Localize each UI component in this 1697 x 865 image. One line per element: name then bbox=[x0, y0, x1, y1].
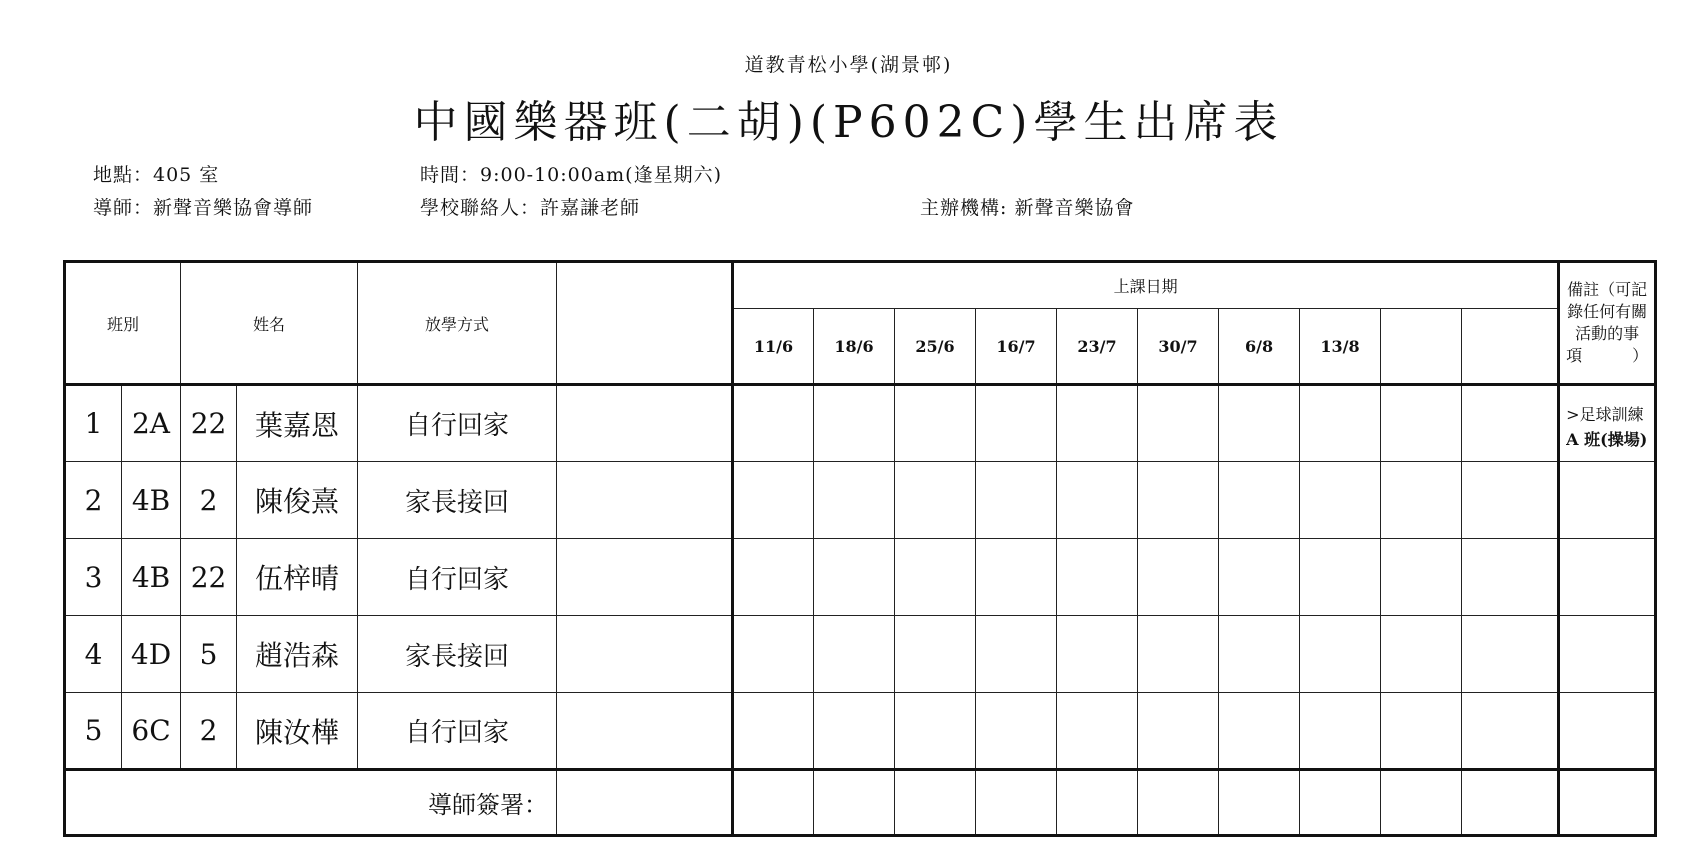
remarks-cell[interactable] bbox=[1559, 539, 1656, 616]
signature-date-cell[interactable] bbox=[733, 770, 814, 836]
class-number-cell: 5 bbox=[181, 616, 237, 693]
location-info: 地點：405 室 bbox=[93, 164, 220, 186]
attendance-cell[interactable] bbox=[1462, 693, 1559, 770]
attendance-cell[interactable] bbox=[1138, 385, 1219, 462]
signature-date-cell[interactable] bbox=[1381, 770, 1462, 836]
date-header bbox=[1462, 309, 1559, 385]
date-header: 25/6 bbox=[895, 309, 976, 385]
student-name-cell: 趙浩森 bbox=[237, 616, 358, 693]
attendance-cell[interactable] bbox=[733, 539, 814, 616]
attendance-cell[interactable] bbox=[1300, 385, 1381, 462]
remarks-line: A 班(操場) bbox=[1566, 430, 1648, 449]
attendance-table bbox=[63, 260, 1657, 837]
blank-cell bbox=[557, 616, 733, 693]
remarks-cell[interactable] bbox=[1559, 462, 1656, 539]
row-number: 4 bbox=[65, 616, 122, 693]
dismissal-cell: 家長接回 bbox=[358, 616, 557, 693]
signature-label: 導師簽署： bbox=[65, 770, 557, 836]
student-name-cell: 陳俊熹 bbox=[237, 462, 358, 539]
blank-cell bbox=[557, 539, 733, 616]
remarks-line: >足球訓練 bbox=[1566, 405, 1644, 424]
attendance-cell[interactable] bbox=[1462, 462, 1559, 539]
dismissal-cell: 自行回家 bbox=[358, 693, 557, 770]
attendance-cell[interactable] bbox=[1219, 462, 1300, 539]
attendance-cell[interactable] bbox=[895, 616, 976, 693]
date-header: 6/8 bbox=[1219, 309, 1300, 385]
attendance-cell[interactable] bbox=[976, 616, 1057, 693]
remarks-cell[interactable] bbox=[1559, 385, 1656, 462]
attendance-cell[interactable] bbox=[1381, 385, 1462, 462]
attendance-cell[interactable] bbox=[1219, 385, 1300, 462]
class-number-cell: 2 bbox=[181, 693, 237, 770]
date-header bbox=[1381, 309, 1462, 385]
attendance-cell[interactable] bbox=[814, 539, 895, 616]
time-info: 時間：9:00-10:00am(逢星期六) bbox=[420, 164, 723, 186]
blank-cell bbox=[557, 462, 733, 539]
remarks-cell[interactable] bbox=[1559, 616, 1656, 693]
attendance-cell[interactable] bbox=[976, 385, 1057, 462]
date-header: 16/7 bbox=[976, 309, 1057, 385]
class-cell: 4B bbox=[122, 462, 181, 539]
signature-date-cell[interactable] bbox=[814, 770, 895, 836]
attendance-cell[interactable] bbox=[1462, 539, 1559, 616]
attendance-cell[interactable] bbox=[1300, 462, 1381, 539]
attendance-cell[interactable] bbox=[1300, 693, 1381, 770]
dismissal-cell: 家長接回 bbox=[358, 462, 557, 539]
blank-cell bbox=[557, 693, 733, 770]
attendance-cell[interactable] bbox=[1219, 693, 1300, 770]
date-header: 23/7 bbox=[1057, 309, 1138, 385]
date-header: 11/6 bbox=[733, 309, 814, 385]
class-cell: 6C bbox=[122, 693, 181, 770]
attendance-cell[interactable] bbox=[895, 539, 976, 616]
class-number-cell: 22 bbox=[181, 385, 237, 462]
school-name: 道教青松小學(湖景邨) bbox=[744, 54, 953, 76]
attendance-cell[interactable] bbox=[895, 462, 976, 539]
attendance-cell[interactable] bbox=[1462, 385, 1559, 462]
attendance-cell[interactable] bbox=[1138, 539, 1219, 616]
student-row bbox=[65, 616, 1656, 693]
attendance-cell[interactable] bbox=[1381, 693, 1462, 770]
attendance-cell[interactable] bbox=[1381, 616, 1462, 693]
attendance-cell[interactable] bbox=[1138, 462, 1219, 539]
blank-cell bbox=[557, 385, 733, 462]
class-number-cell: 2 bbox=[181, 462, 237, 539]
attendance-cell[interactable] bbox=[895, 385, 976, 462]
attendance-cell[interactable] bbox=[1138, 616, 1219, 693]
signature-date-cell[interactable] bbox=[1138, 770, 1219, 836]
attendance-cell[interactable] bbox=[814, 462, 895, 539]
attendance-cell[interactable] bbox=[1138, 693, 1219, 770]
student-name-cell: 葉嘉恩 bbox=[237, 385, 358, 462]
student-row bbox=[65, 693, 1656, 770]
date-header: 13/8 bbox=[1300, 309, 1381, 385]
dismissal-cell: 自行回家 bbox=[358, 385, 557, 462]
class-cell: 4D bbox=[122, 616, 181, 693]
signature-row bbox=[65, 770, 1656, 836]
attendance-cell[interactable] bbox=[1300, 539, 1381, 616]
attendance-cell[interactable] bbox=[1057, 693, 1138, 770]
col-dates-group-header: 上課日期 bbox=[733, 262, 1559, 309]
attendance-cell[interactable] bbox=[1057, 462, 1138, 539]
page-title: 中國樂器班(二胡)(P602C)學生出席表 bbox=[413, 97, 1284, 148]
signature-date-cell[interactable] bbox=[1300, 770, 1381, 836]
signature-date-cell[interactable] bbox=[895, 770, 976, 836]
col-class-header: 班別 bbox=[65, 262, 181, 385]
student-row bbox=[65, 385, 1656, 462]
attendance-cell[interactable] bbox=[895, 693, 976, 770]
attendance-cell[interactable] bbox=[1057, 539, 1138, 616]
attendance-cell[interactable] bbox=[814, 693, 895, 770]
attendance-cell[interactable] bbox=[1381, 462, 1462, 539]
signature-cell[interactable] bbox=[557, 770, 733, 836]
row-number: 2 bbox=[65, 462, 122, 539]
attendance-cell[interactable] bbox=[733, 462, 814, 539]
col-dismissal-header: 放學方式 bbox=[358, 262, 557, 385]
attendance-cell[interactable] bbox=[733, 616, 814, 693]
organizer-info: 主辦機構: 新聲音樂協會 bbox=[920, 197, 1135, 219]
date-header: 30/7 bbox=[1138, 309, 1219, 385]
attendance-cell[interactable] bbox=[1300, 616, 1381, 693]
row-number: 3 bbox=[65, 539, 122, 616]
signature-remarks-cell[interactable] bbox=[1559, 770, 1656, 836]
attendance-cell[interactable] bbox=[1057, 385, 1138, 462]
col-name-header: 姓名 bbox=[181, 262, 358, 385]
row-number: 1 bbox=[65, 385, 122, 462]
school-contact-info: 學校聯絡人：許嘉謙老師 bbox=[420, 197, 641, 219]
attendance-cell[interactable] bbox=[976, 462, 1057, 539]
signature-date-cell[interactable] bbox=[1462, 770, 1559, 836]
tutor-info: 導師：新聲音樂協會導師 bbox=[93, 197, 314, 219]
class-number-cell: 22 bbox=[181, 539, 237, 616]
student-row bbox=[65, 539, 1656, 616]
attendance-cell[interactable] bbox=[1462, 616, 1559, 693]
attendance-cell[interactable] bbox=[1219, 539, 1300, 616]
attendance-cell[interactable] bbox=[1057, 616, 1138, 693]
class-cell: 2A bbox=[122, 385, 181, 462]
date-header: 18/6 bbox=[814, 309, 895, 385]
attendance-cell[interactable] bbox=[814, 616, 895, 693]
attendance-cell[interactable] bbox=[1219, 616, 1300, 693]
blank-header-cell bbox=[557, 262, 733, 385]
dismissal-cell: 自行回家 bbox=[358, 539, 557, 616]
attendance-cell[interactable] bbox=[733, 693, 814, 770]
signature-date-cell[interactable] bbox=[976, 770, 1057, 836]
attendance-cell[interactable] bbox=[976, 539, 1057, 616]
student-name-cell: 伍梓晴 bbox=[237, 539, 358, 616]
col-remarks-header: 備註（可記錄任何有關活動的事項） bbox=[1559, 262, 1656, 385]
row-number: 5 bbox=[65, 693, 122, 770]
signature-date-cell[interactable] bbox=[1219, 770, 1300, 836]
header-row-1 bbox=[65, 262, 1656, 309]
attendance-cell[interactable] bbox=[814, 385, 895, 462]
attendance-cell[interactable] bbox=[976, 693, 1057, 770]
attendance-cell[interactable] bbox=[1381, 539, 1462, 616]
attendance-cell[interactable] bbox=[733, 385, 814, 462]
signature-date-cell[interactable] bbox=[1057, 770, 1138, 836]
remarks-cell[interactable] bbox=[1559, 693, 1656, 770]
student-name-cell: 陳汝樺 bbox=[237, 693, 358, 770]
student-row bbox=[65, 462, 1656, 539]
class-cell: 4B bbox=[122, 539, 181, 616]
